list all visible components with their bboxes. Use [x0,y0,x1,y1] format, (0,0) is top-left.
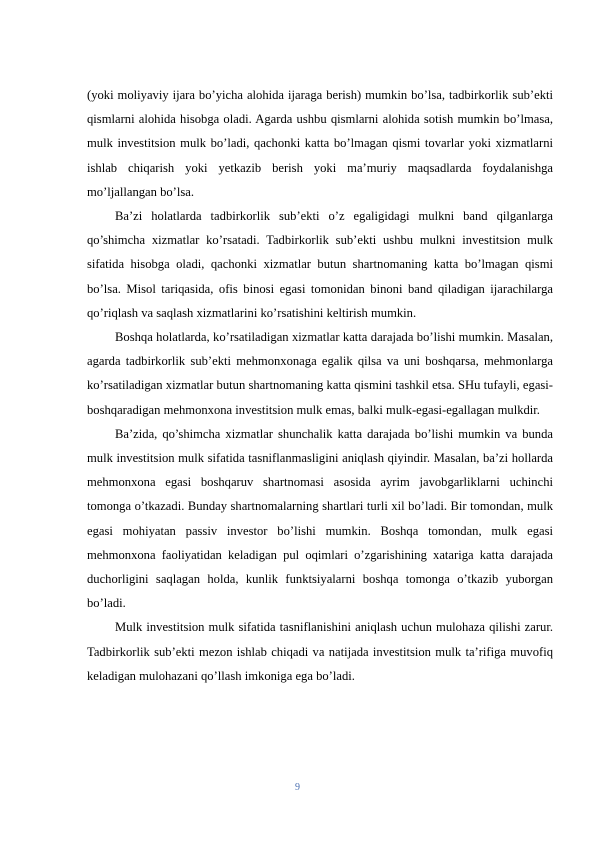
paragraph-1: (yoki moliyaviy ijara bo’yicha alohida ijaraga berish) mumkin bo’lsa, tadbirkorlik sub’ekti qismlarni alohida hisobga oladi. Agarda ushbu qismlarni alohida sotish mumkin bo’lmasa, mulk investitsion mulk bo’ladi, qachonki katta bo’lmagan qismi tovarlar yoki xizmatlarni ishlab chiqarish yoki yetkazib berish yoki ma’muriy maqsadlarda foydalanishga mo’ljallangan bo’lsa. [87,88,553,199]
paragraph-2: Ba’zi holatlarda tadbirkorlik sub’ekti o’z egaligidagi mulkni band qilganlarga qo’shimcha xizmatlar ko’rsatadi. Tadbirkorlik sub’ekti ushbu mulkni investitsion mulk sifatida hisobga oladi, qachonki xizmatlar butun shartnomaning katta bo’lmagan qismi bo’lsa. Misol tariqasida, ofis binosi egasi tomonidan binoni band qiladigan ijarachilarga qo’riqlash va saqlash xizmatlarini ko’rsatishini keltirish mumkin. [87,209,553,320]
paragraph-5: Mulk investitsion mulk sifatida tasniflanishini aniqlash uchun mulohaza qilishi zarur. Tadbirkorlik sub’ekti mezon ishlab chiqadi va natijada investitsion mulk ta’rifiga muvofiq keladigan mulohazani qo’llash imkoniga ega bo’ladi. [87,620,553,683]
body-text [87,83,553,688]
page-number: 9 [295,782,300,793]
paragraph-4: Ba’zida, qo’shimcha xizmatlar shunchalik katta darajada bo’lishi mumkin va bunda mulk investitsion mulk sifatida tasniflanmasligini aniqlash qiyindir. Masalan, ba’zi hollarda mehmonxona egasi boshqaruv shartnomasi asosida ayrim javobgarliklarni uchinchi tomonga o’tkazadi. Bunday shartnomalarning shartlari turli xil bo’ladi. Bir tomondan, mulk egasi mohiyatan passiv investor bo’lishi mumkin. Boshqa tomondan, mulk egasi mehmonxona faoliyatidan keladigan pul oqimlari o’zgarishining xatariga katta darajada duchorligini saqlagan holda, kunlik funktsiyalarni boshqa tomonga o’tkazib yuborgan bo’ladi. [87,426,553,611]
paragraph-3: Boshqa holatlarda, ko’rsatiladigan xizmatlar katta darajada bo’lishi mumkin. Masalan, agarda tadbirkorlik sub’ekti mehmonxonaga egalik qilsa va uni boshqarsa, mehmonlarga ko’rsatiladigan xizmatlar butun shartnomaning katta qismini tashkil etsa. SHu tufayli, egasi-boshqaradigan mehmonxona investitsion mulk emas, balki mulk-egasi-egallagan mulkdir. [87,330,553,417]
